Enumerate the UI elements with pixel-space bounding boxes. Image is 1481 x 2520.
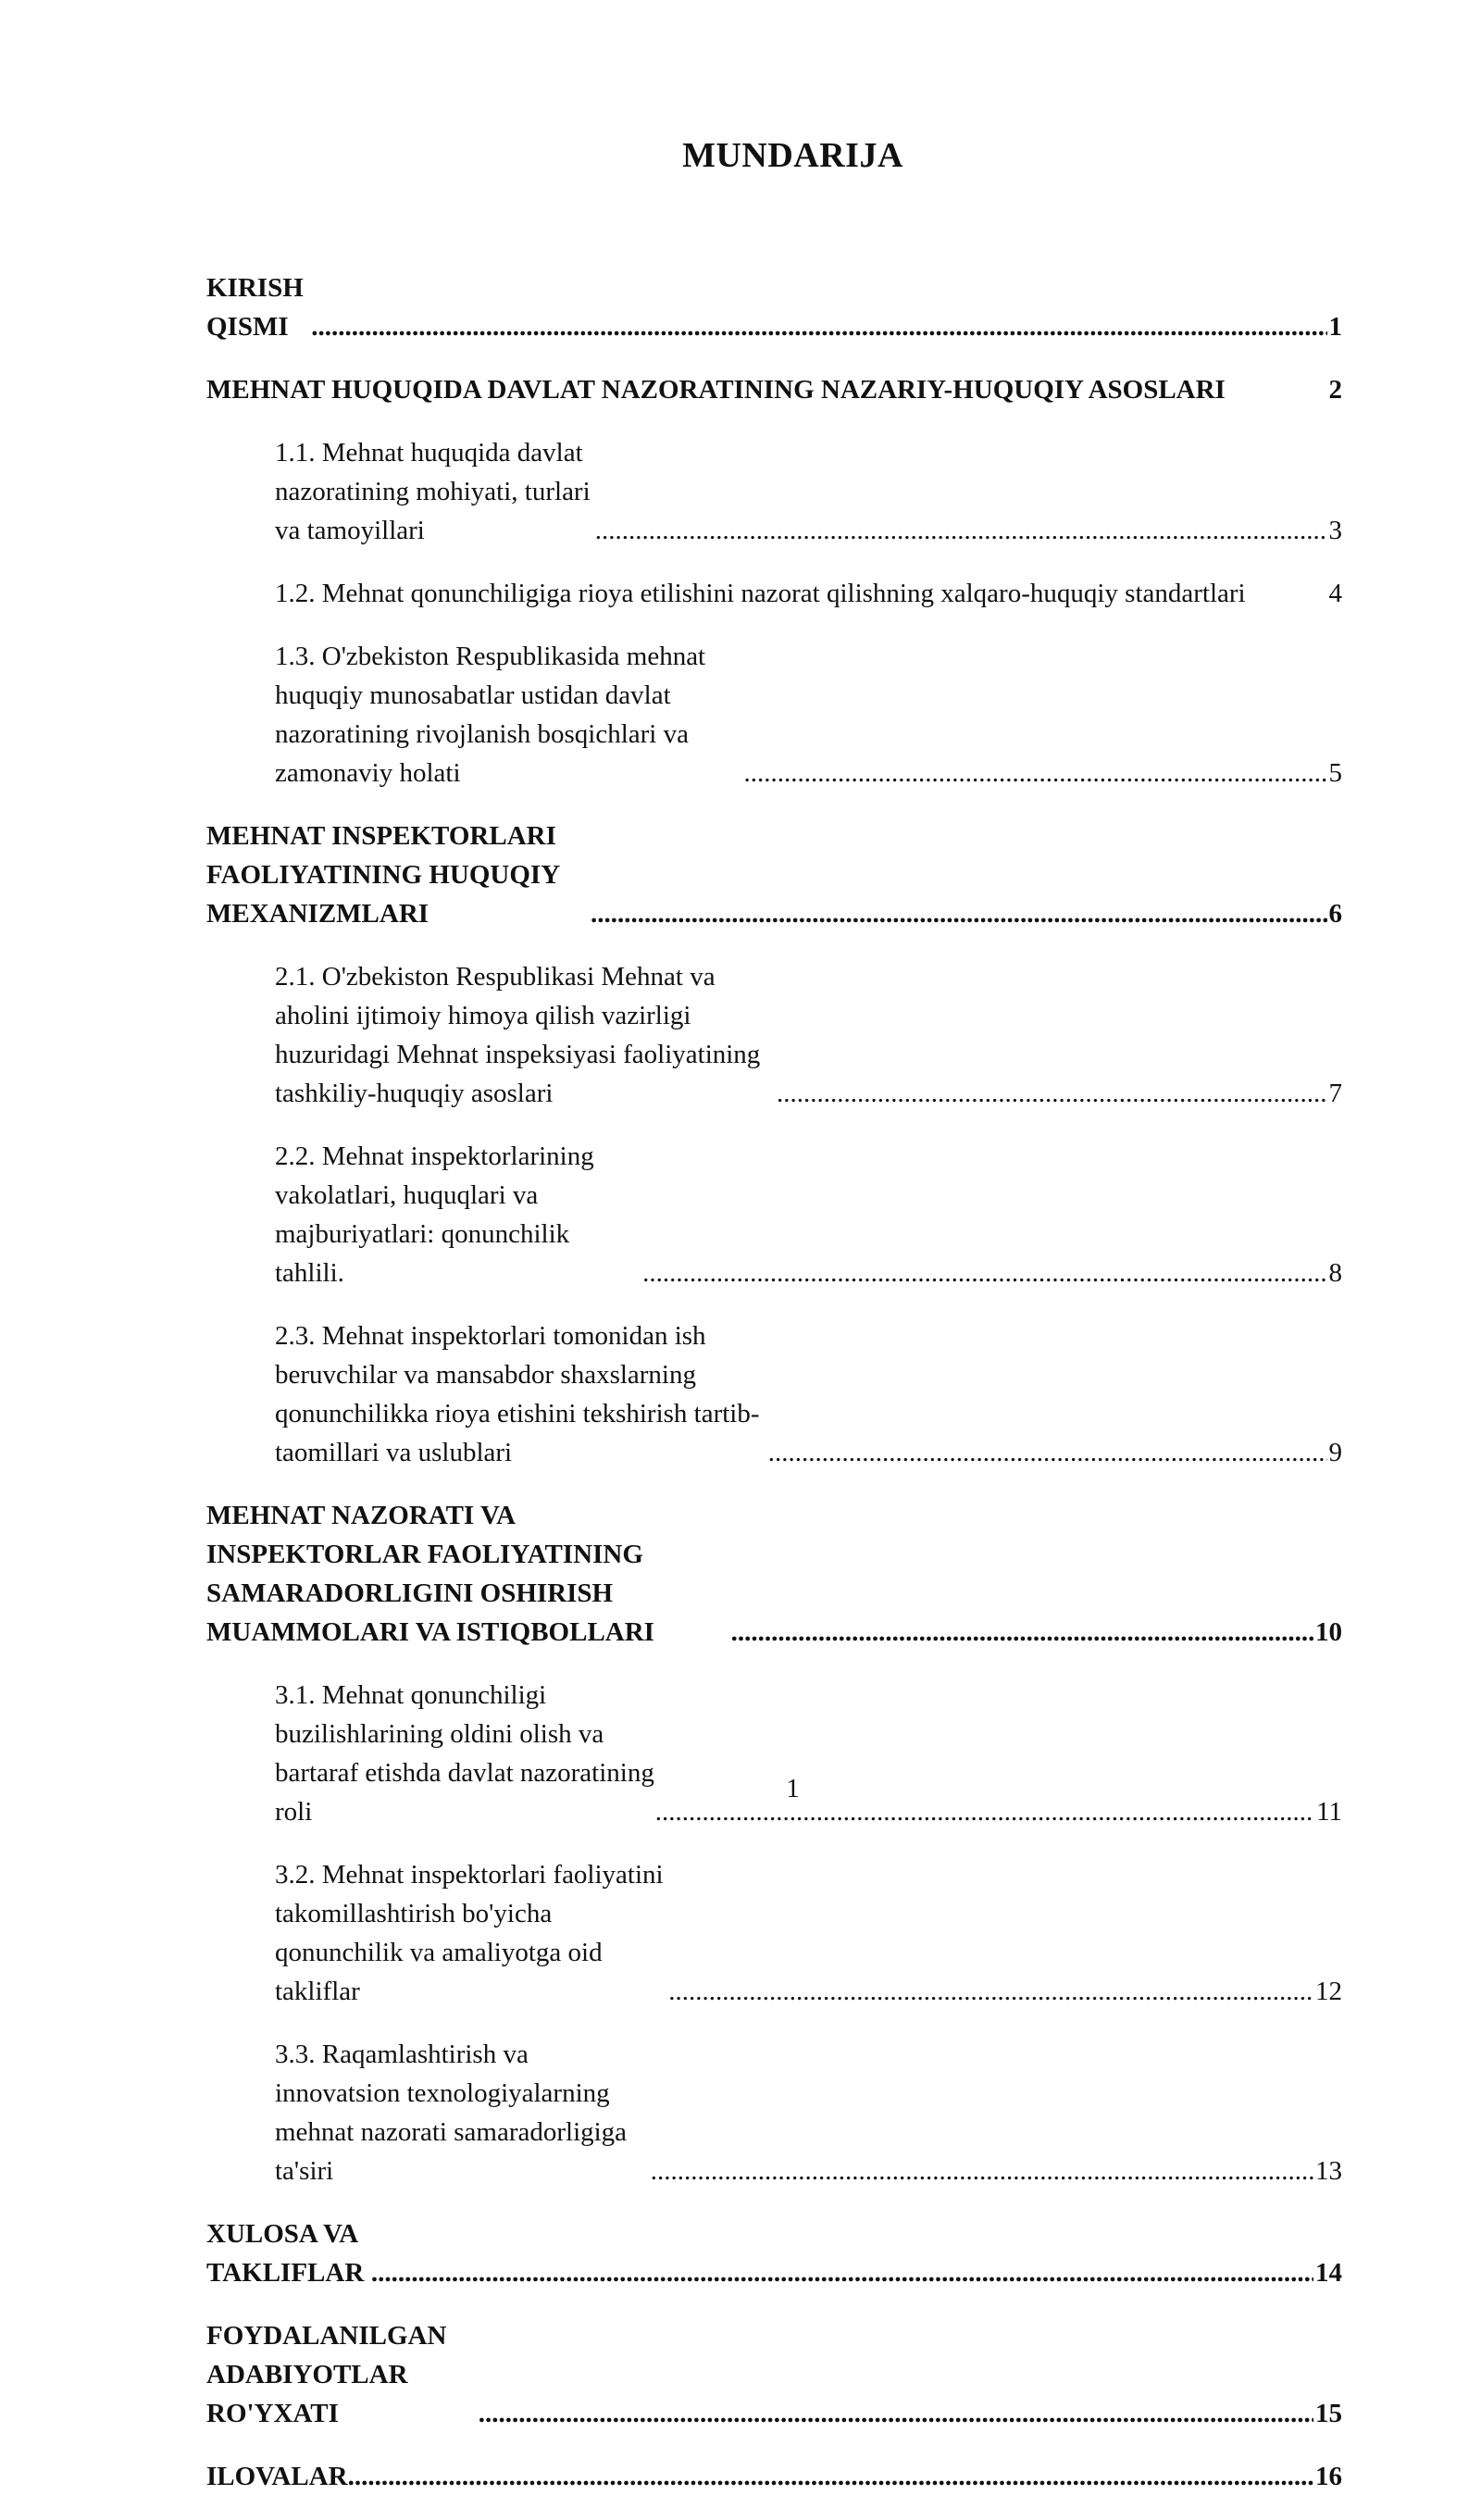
toc-entry-appendices[interactable] [206, 2457, 1342, 2496]
toc-entry-title: 1.3. O'zbekiston Respublikasida mehnat huquqiy munosabatlar ustidan davlat nazoratining rivojlanish bosqichlari va zamonaviy holati [275, 642, 706, 788]
dot-leader [371, 2253, 1313, 2292]
dot-leader [651, 2152, 1313, 2190]
toc-entry-section-2-3[interactable] [206, 1316, 1342, 1472]
toc-page-number: 4 [1328, 579, 1342, 608]
dot-leader [479, 2394, 1313, 2433]
toc-entry-section-3-1[interactable] [206, 1676, 1342, 1831]
toc-entry-title: 2.2. Mehnat inspektorlarining vakolatlari, huquqlari va majburiyatlari: qonunchilik tahlili. [275, 1141, 594, 1288]
toc-entry-chapter-1[interactable] [206, 370, 1342, 409]
toc-entry-introduction[interactable] [206, 268, 1342, 346]
toc-page-number: 16 [1315, 2462, 1342, 2491]
toc-page-number: 9 [1328, 1438, 1342, 1467]
toc-entry-section-1-3[interactable] [206, 637, 1342, 792]
toc-entry-title: 3.2. Mehnat inspektorlari faoliyatini takomillashtirish bo'yicha qonunchilik va amaliyotga oid takliflar [275, 1860, 664, 2006]
toc-page-number: 1 [1328, 312, 1342, 342]
dot-leader [668, 1972, 1313, 2011]
toc-page-number: 12 [1315, 1977, 1342, 2006]
toc-page-number: 11 [1316, 1797, 1342, 1827]
dot-leader [311, 307, 1326, 346]
toc-entry-references[interactable] [206, 2316, 1342, 2433]
toc-entry-title: 3.1. Mehnat qonunchiligi buzilishlarining oldini olish va bartaraf etishda davlat nazoratining roli [275, 1680, 654, 1827]
toc-page-number: 6 [1328, 899, 1342, 929]
table-of-contents [206, 268, 1342, 2520]
toc-page-number: 5 [1328, 758, 1342, 788]
dot-leader [743, 754, 1326, 792]
toc-page-number: 3 [1328, 516, 1342, 545]
toc-entry-title: ILOVALAR [206, 2462, 348, 2491]
toc-entry-chapter-3[interactable] [206, 1496, 1342, 1652]
toc-entry-title: MEHNAT NAZORATI VA INSPEKTORLAR FAOLIYATINING SAMARADORLIGINI OSHIRISH MUAMMOLARI VA ISTIQBOLLARI [206, 1501, 654, 1647]
page-title: MUNDARIJA [682, 136, 903, 175]
toc-entry-section-2-2[interactable] [206, 1137, 1342, 1292]
toc-entry-section-3-2[interactable] [206, 1855, 1342, 2011]
dot-leader [591, 894, 1327, 933]
toc-page-number: 15 [1315, 2399, 1342, 2428]
toc-entry-title: KIRISH QISMI [206, 273, 304, 342]
toc-entry-title: MEHNAT INSPEKTORLARI FAOLIYATINING HUQUQIY MEXANIZMLARI [206, 821, 560, 929]
toc-entry-section-1-2[interactable] [206, 574, 1342, 613]
toc-entry-section-3-3[interactable] [206, 2035, 1342, 2190]
toc-page-number: 13 [1315, 2156, 1342, 2186]
toc-entry-title: 2.1. O'zbekiston Respublikasi Mehnat va aholini ijtimoiy himoya qilish vazirligi huzuridagi Mehnat inspeksiyasi faoliyatining tashkiliy-huquqiy asoslari [275, 962, 761, 1108]
dot-leader [768, 1433, 1327, 1472]
toc-entry-title: 1.1. Mehnat huquqida davlat nazoratining mohiyati, turlari va tamoyillari [275, 438, 591, 545]
toc-entry-title: FOYDALANILGAN ADABIYOTLAR RO'YXATI [206, 2321, 447, 2428]
toc-page-number: 10 [1315, 1617, 1342, 1647]
toc-entry-conclusion[interactable] [206, 2214, 1342, 2292]
toc-page-number: 7 [1328, 1079, 1342, 1108]
page-number: 1 [786, 1774, 800, 1803]
dot-leader [595, 511, 1327, 550]
dot-leader [642, 1254, 1326, 1292]
toc-entry-chapter-2[interactable] [206, 817, 1342, 933]
toc-page-number: 2 [1328, 375, 1342, 405]
toc-entry-section-1-1[interactable] [206, 433, 1342, 550]
toc-entry-title: MEHNAT HUQUQIDA DAVLAT NAZORATINING NAZARIY-HUQUQIY ASOSLARI [206, 375, 1226, 405]
dot-leader [731, 1613, 1313, 1652]
toc-entry-title: 1.2. Mehnat qonunchiligiga rioya etilishini nazorat qilishning xalqaro-huquqiy standartlari [275, 579, 1246, 608]
dot-leader [777, 1074, 1326, 1113]
toc-entry-title: 2.3. Mehnat inspektorlari tomonidan ish beruvchilar va mansabdor shaxslarning qonunchilikka rioya etishini tekshirish tartib-taomillari va uslublari [275, 1321, 760, 1467]
toc-entry-title: 3.3. Raqamlashtirish va innovatsion texnologiyalarning mehnat nazorati samaradorligiga ta'siri [275, 2040, 628, 2186]
toc-page-number: 8 [1328, 1258, 1342, 1288]
toc-page-number: 14 [1315, 2258, 1342, 2288]
toc-entry-section-2-1[interactable] [206, 957, 1342, 1113]
toc-entry-title: XULOSA VA TAKLIFLAR [206, 2219, 365, 2288]
dot-leader [348, 2457, 1313, 2496]
